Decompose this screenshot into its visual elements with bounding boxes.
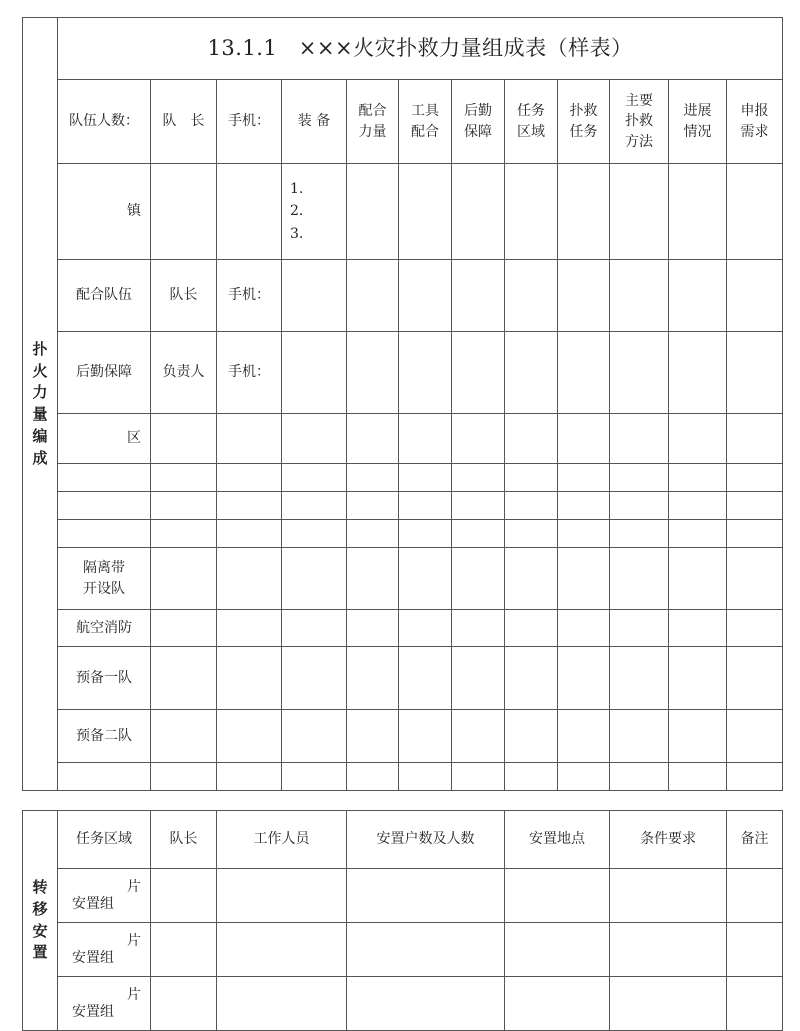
relocation-header-row	[23, 811, 783, 869]
header-households: 安置户数及人数	[347, 811, 505, 869]
table-row	[23, 260, 783, 332]
table-row	[23, 548, 783, 610]
row-label-logistics: 后勤保障	[58, 332, 151, 414]
header-tool-coop: 工具 配合	[399, 80, 452, 164]
header-notes: 备注	[727, 811, 783, 869]
page-title: 13.1.1 ×××火灾扑救力量组成表（样表）	[58, 18, 783, 80]
header-task-area: 任务 区域	[505, 80, 558, 164]
table-row	[23, 977, 783, 1031]
equipment-list: 1. 2. 3.	[282, 164, 347, 260]
table-row	[23, 414, 783, 464]
header-coop-force: 配合 力量	[347, 80, 399, 164]
section-label-firefighting	[23, 18, 58, 791]
form-frame	[22, 17, 782, 1020]
table-row	[23, 464, 783, 492]
header-leader: 队 长	[151, 80, 217, 164]
header-phone: 手机：	[217, 80, 282, 164]
row-label-firebreak: 隔离带 开设队	[58, 548, 151, 610]
section-label-relocation	[23, 811, 58, 1031]
logistics-phone-label: 手机：	[217, 332, 282, 414]
header-fire-task: 扑救 任务	[558, 80, 610, 164]
spacer-row	[23, 763, 783, 791]
resettlement-group-label: 片 安置组	[58, 869, 151, 923]
header-leader: 队长	[151, 811, 217, 869]
firefighting-force-table	[22, 17, 783, 791]
table-row	[23, 923, 783, 977]
table-row	[23, 710, 783, 763]
logistics-person-label: 负责人	[151, 332, 217, 414]
resettlement-group-label: 片 安置组	[58, 977, 151, 1031]
row-label-district: 区	[58, 414, 151, 464]
row-label-aviation: 航空消防	[58, 610, 151, 647]
header-team-count: 队伍人数：	[58, 80, 151, 164]
coop-leader-label: 队长	[151, 260, 217, 332]
section-label-text: 转移安置	[32, 878, 48, 962]
header-logistics: 后勤 保障	[452, 80, 505, 164]
header-main-method: 主要 扑救 方法	[610, 80, 669, 164]
coop-phone-label: 手机：	[217, 260, 282, 332]
table-row	[23, 610, 783, 647]
header-row	[23, 80, 783, 164]
header-progress: 进展 情况	[669, 80, 727, 164]
table-row	[23, 492, 783, 520]
header-equipment: 装 备	[282, 80, 347, 164]
row-label-town: 镇	[58, 164, 151, 260]
header-requirements: 条件要求	[610, 811, 727, 869]
header-staff: 工作人员	[217, 811, 347, 869]
table-row	[23, 520, 783, 548]
table-row	[23, 647, 783, 710]
header-request: 申报 需求	[727, 80, 783, 164]
table-row	[23, 332, 783, 414]
header-task-area: 任务区域	[58, 811, 151, 869]
table-row	[23, 869, 783, 923]
row-label-reserve1: 预备一队	[58, 647, 151, 710]
relocation-table	[22, 810, 783, 1031]
row-label-reserve2: 预备二队	[58, 710, 151, 763]
table-row	[23, 164, 783, 260]
header-location: 安置地点	[505, 811, 610, 869]
section-label-text: 扑火力量编成	[32, 339, 48, 467]
row-label-coop-team: 配合队伍	[58, 260, 151, 332]
resettlement-group-label: 片 安置组	[58, 923, 151, 977]
